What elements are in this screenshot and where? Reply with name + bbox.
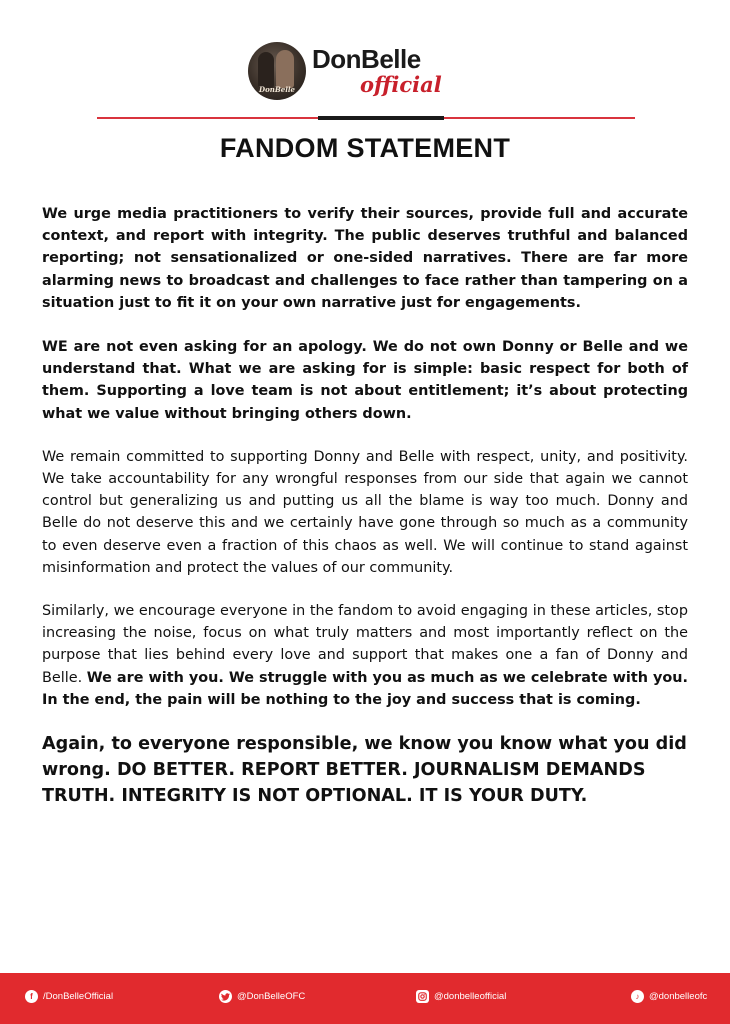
encouragement-text: Similarly, we encourage everyone in the fandom to avoid engaging in these articles, stop increasing the noise, focus on what truly matters and most importantly reflect on the purpose that lies behind every love and support that makes one a fan of Donny and Belle. (42, 603, 688, 686)
logo (248, 40, 488, 102)
instagram-handle: @donbelleofficial (434, 991, 507, 1002)
tiktok-link[interactable] (631, 990, 707, 1003)
seal-figure-left (258, 52, 274, 88)
tiktok-icon: ♪ (631, 990, 644, 1003)
closing-demand: Again, to everyone responsible, we know you know what you did wrong. DO BETTER. REPORT BETTER. JOURNALISM DEMANDS TRUTH. INTEGRITY IS NOT OPTIONAL. IT IS YOUR DUTY. (42, 734, 687, 807)
twitter-handle: @DonBelleOFC (237, 991, 306, 1002)
facebook-icon: f (25, 990, 38, 1003)
paragraph-commitment: We remain committed to supporting Donny and Belle with respect, unity, and positivity. We take accountability for any wrongful responses from our side that again we cannot control but generalizing us and putting us all the blame is way too much. Donny and Belle do not deserve this and we certainly have gone through so much as a community to even deserve even a fraction of this chaos as well. We will continue to stand against misinformation and protect the values of our community. (42, 448, 688, 576)
paragraph-media-appeal: We urge media practitioners to verify their sources, provide full and accurate context, and report with integrity. The public deserves truthful and balanced reporting; not sensationalized or one-sided narratives. There are far more alarming news to broadcast and challenges to face rather than tampering on a situation just to fit it on your own narrative just for engagements. (42, 206, 688, 311)
paragraph-encouragement (42, 600, 688, 711)
twitter-link[interactable] (219, 990, 305, 1003)
page-title: FANDOM STATEMENT (219, 133, 511, 163)
social-footer (0, 973, 730, 1024)
logo-subtitle: official (360, 72, 442, 97)
facebook-link[interactable] (25, 990, 113, 1003)
logo-seal (248, 42, 306, 100)
encouragement-bold-text: We are with you. We struggle with you as much as we celebrate with you. In the end, the pain will be nothing to the joy and success that is coming. (42, 669, 688, 708)
instagram-link[interactable] (416, 990, 506, 1003)
logo-title: DonBelle (312, 44, 421, 74)
paragraph-respect: WE are not even asking for an apology. We do not own Donny or Belle and we understand that. What we are asking for is simple: basic respect for both of them. Supporting a love team is not about entitlement; it’s about protecting what we value without bringing others down. (42, 339, 688, 422)
header-divider-accent (318, 116, 444, 120)
tiktok-handle: @donbelleofc (649, 991, 708, 1002)
twitter-icon (219, 990, 232, 1003)
instagram-icon (416, 990, 429, 1003)
facebook-handle: /DonBelleOfficial (43, 991, 114, 1002)
seal-text: DonBelle (259, 85, 295, 94)
seal-figure-right (276, 50, 294, 88)
statement-body (42, 203, 688, 809)
